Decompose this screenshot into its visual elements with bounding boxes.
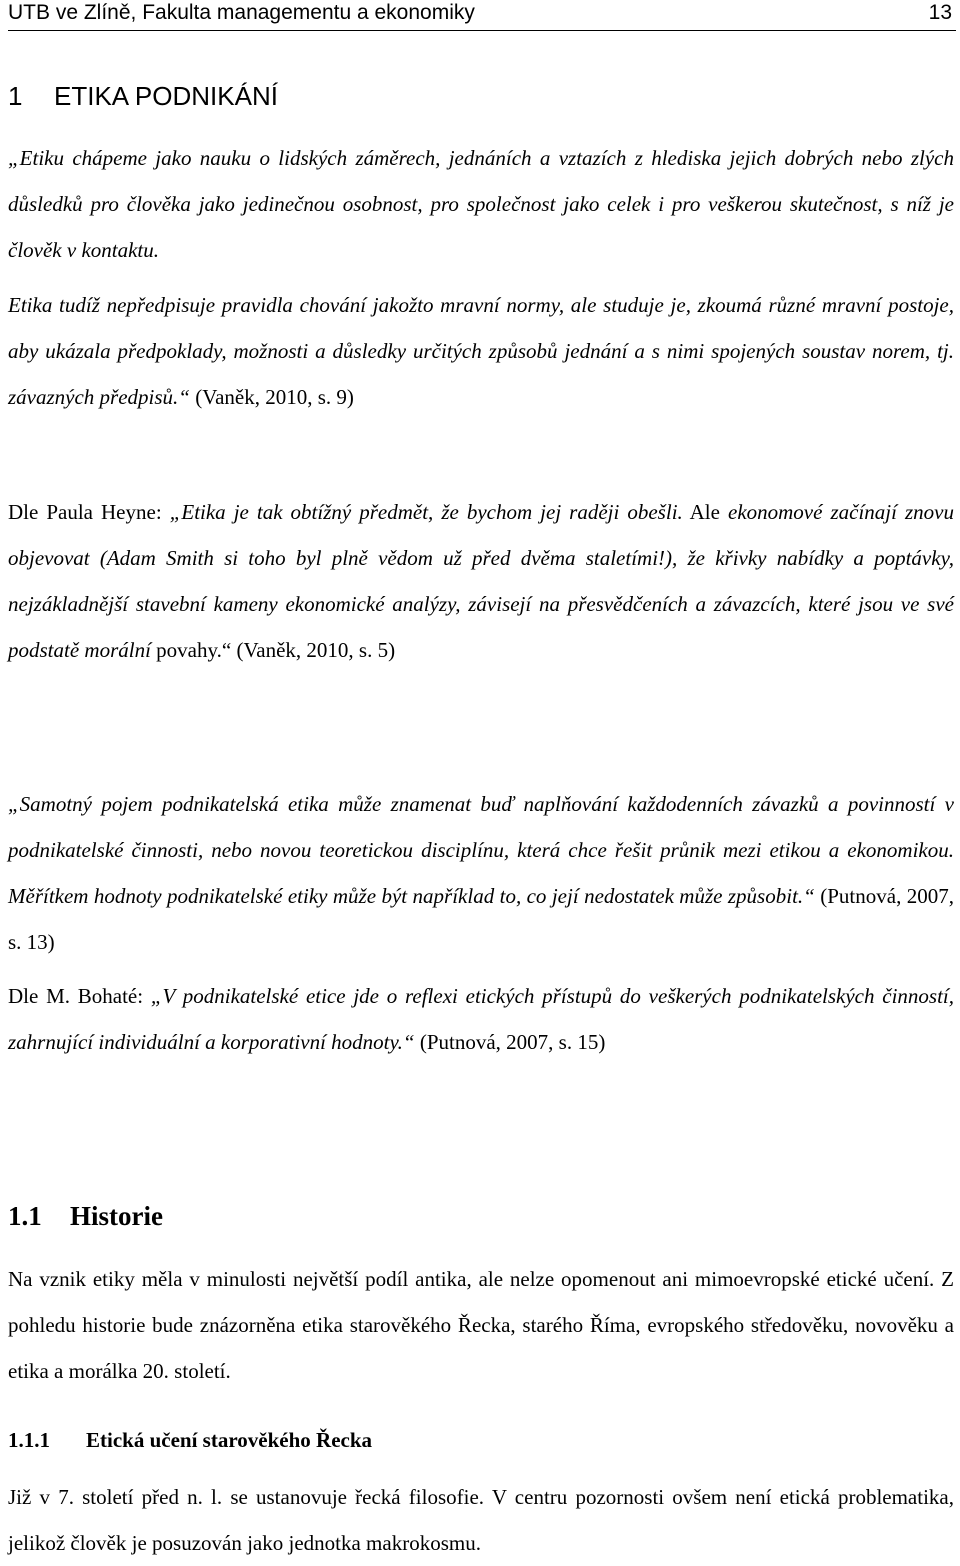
header-title: UTB ve Zlíně, Fakulta managementu a ekonomiky <box>8 1 475 24</box>
citation: (Putnová, 2007, s. 13) <box>8 884 954 954</box>
quote-text: Etika tudíž nepředpisuje pravidla chování jakožto mravní normy, ale studuje je, zkoumá různé mravní postoje, aby ukázala předpoklady, možnosti a důsledky určitých způsobů jednání a s nimi spojených soustav norem, tj. závazných předpisů.“ <box>8 293 954 409</box>
body-text: Na vznik etiky měla v minulosti největší podíl antika, ale nelze opomenout ani mimoevropské etické učení. Z pohledu historie bude znázorněna etika starověkého Řecka, starého Říma, evropského středověku, novověku a etika a morálka 20. století. <box>8 1267 954 1383</box>
chapter-heading <box>8 80 278 112</box>
subsection-title: Etická učení starověkého Řecka <box>86 1428 373 1452</box>
chapter-title: ETIKA PODNIKÁNÍ <box>54 81 278 111</box>
page-header <box>8 0 952 28</box>
paragraph-definition <box>8 135 954 273</box>
quote-text: „V podnikatelské etice jde o reflexi etických přístupů do veškerých podnikatelských činností, zahrnující individuální a korporativní hodnoty.“ <box>8 984 954 1054</box>
citation: (Putnová, 2007, s. 15) <box>414 1030 606 1054</box>
section-number: 1.1 <box>8 1201 42 1231</box>
section-title: Historie <box>70 1201 163 1231</box>
paragraph-heyne <box>8 489 954 673</box>
lead-text: Dle M. Bohaté: <box>8 984 151 1008</box>
section-heading <box>8 1198 163 1234</box>
header-divider <box>8 30 956 31</box>
paragraph-history <box>8 1256 954 1394</box>
quote-text: „Etiku chápeme jako nauku o lidských záměrech, jednáních a vztazích z hlediska jejich dobrých nebo zlých důsledků pro člověka jako jedinečnou osobnost, pro společnost jako celek i pro veškerou skutečnost, s níž je člověk v kontaktu. <box>8 146 954 262</box>
page-number: 13 <box>928 1 952 24</box>
chapter-number: 1 <box>8 81 23 111</box>
quote-text: „Etika je tak obtížný předmět, že bychom jej raději obešli. <box>169 500 683 524</box>
paragraph-putnova <box>8 781 954 965</box>
lead-text: Dle Paula Heyne: <box>8 500 170 524</box>
body-text: Již v 7. století před n. l. se ustanovuje řecká filosofie. V centru pozornosti ovšem není etická problematika, jelikož člověk je posuzován jako jednotka makrokosmu. <box>8 1485 954 1555</box>
subsection-number: 1.1.1 <box>8 1428 50 1452</box>
paragraph-etika <box>8 282 954 420</box>
citation: (Vaněk, 2010, s. 9) <box>190 385 354 409</box>
paragraph-bohata <box>8 973 954 1065</box>
quote-text-2: ekonomové začínají znovu objevovat (Adam Smith si toho byl plně vědom už před dvěma staletími!), že křivky nabídky a poptávky, nejzákladnější stavební kameny ekonomické analýzy, závisejí na přesvědčeních a závazcích, které jsou ve své podstatě morální <box>8 500 954 662</box>
mid-text: Ale <box>682 500 728 524</box>
citation: povahy.“ (Vaněk, 2010, s. 5) <box>150 638 396 662</box>
quote-text: „Samotný pojem podnikatelská etika může znamenat buď naplňování každodenních závazků a povinností v podnikatelské činnosti, nebo novou teoretickou disciplínu, která chce řešit průnik mezi etikou a ekonomikou. <box>8 792 954 862</box>
paragraph-greece <box>8 1474 954 1566</box>
subsection-heading <box>8 1426 372 1454</box>
quote-text-2: Měřítkem hodnoty podnikatelské etiky může být například to, co její nedostatek může způsobit.“ <box>8 884 815 908</box>
